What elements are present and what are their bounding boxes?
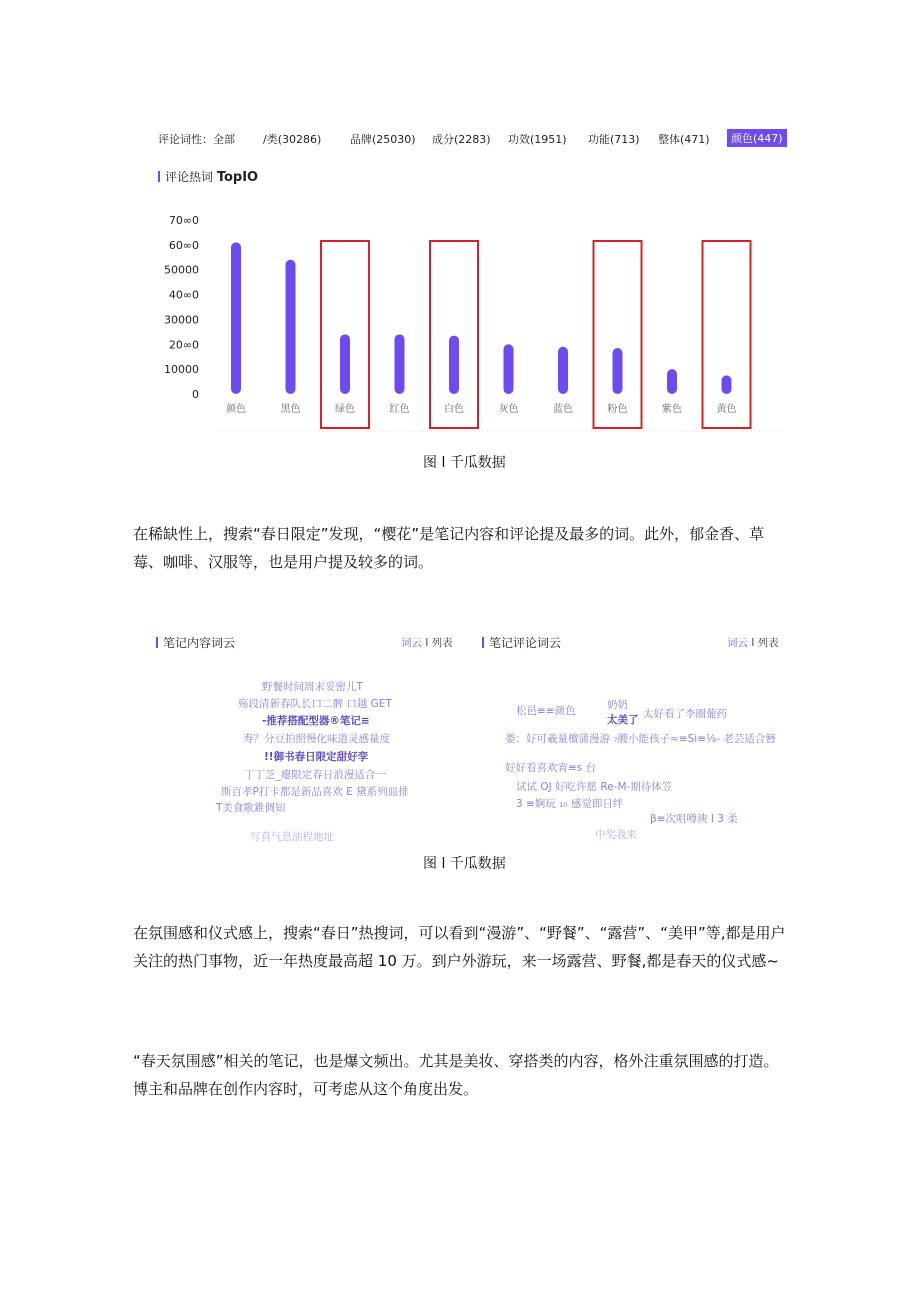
cloud-left-title-text: 笔记内容词云	[163, 636, 236, 650]
cloud-word: 试试 OJ 好吃许愿 Re-M-期待体笠	[516, 781, 673, 793]
switch-separator: l	[425, 637, 429, 649]
cloud-word: 太美了	[607, 714, 639, 726]
highlight-box-黄色	[703, 241, 751, 428]
x-tick-label: 粉色	[607, 404, 628, 415]
y-tick-label: 0	[192, 388, 199, 401]
bar-黑色	[286, 260, 296, 394]
bar-粉色	[613, 348, 623, 394]
paragraph-3: “春天氛围感”相关的笔记，也是爆文频出。尤其是美妆、穿搭类的内容，格外注重氛围感的打造。博主和品牌在创作内容时，可考虑从这个角度出发。	[133, 1052, 779, 1098]
x-tick-label: 颜色	[226, 404, 246, 415]
y-tick-label: 30000	[164, 313, 199, 327]
cloud-left-view-switch	[401, 635, 453, 650]
cloud-word: !!御书春日限定甜好孪	[264, 751, 369, 763]
bar-白色	[449, 336, 459, 394]
chart-section-title-main: TopIO	[216, 170, 259, 185]
cloud-word: -推荐搭配型器®笔记≡	[262, 715, 370, 727]
y-tick-label: 20∞0	[168, 338, 199, 352]
x-tick-label: 蓝色	[553, 404, 573, 415]
y-tick-label: 40∞0	[168, 288, 199, 302]
filter-tab-active[interactable]: 颜色(447)	[727, 129, 787, 147]
paragraph-2: 在氛围感和仪式感上，搜索“春日”热搜词，可以看到“漫游”、“野餐”、“露营”、“美甲”等,都是用户关注的热门事物，近一年热度最高超 10 万。到户外游玩，来一场露营、野餐,都是春天的仪式感~	[133, 924, 786, 970]
cloud-word: β≡次咀噂谀 I 3 柔	[650, 813, 738, 825]
figure-caption-2: 图 l 千瓜数据	[423, 856, 506, 872]
cloud-word: 松邑≡≡颜色	[516, 705, 576, 717]
bar-颜色	[231, 242, 241, 394]
title-accent-bar	[156, 637, 158, 648]
y-tick-label: 60∞0	[168, 238, 199, 252]
x-tick-label: 紫色	[662, 404, 682, 415]
cloud-left-switch-cloud[interactable]: 词云	[401, 637, 422, 649]
x-tick-label: 黑色	[280, 404, 301, 415]
cloud-right-title	[482, 634, 561, 651]
filter-tab[interactable]: 功能(713)	[588, 133, 640, 146]
chart-section-title	[158, 168, 258, 185]
paragraph-1: 在稀缺性上，搜索“春日限定”发现，“樱花”是笔记内容和评论提及最多的词。此外，郁金香、草莓、咖啡、汉服等，也是用户提及较多的词。	[133, 525, 765, 571]
cloud-word: 娄：好可羲量檀蒲漫游 ₇艘小能孩子≈≡Si≡⅛- 老芸适合簪	[505, 733, 776, 745]
switch-separator: l	[751, 637, 755, 649]
filter-tab[interactable]: 成分(2283)	[432, 133, 491, 146]
figure-caption-1: 图 l 千瓜数据	[423, 455, 506, 471]
cloud-right-switch-list[interactable]: 列表	[757, 637, 779, 649]
bar-chart	[0, 200, 920, 440]
filter-tab[interactable]: 品牌(25030)	[350, 133, 416, 146]
filter-tab[interactable]: /类(30286)	[263, 133, 322, 146]
bar-灰色	[504, 344, 514, 394]
filter-label: 评论词性：全部	[158, 133, 235, 146]
filter-tab[interactable]: 整体(471)	[658, 133, 710, 146]
highlight-box-粉色	[594, 241, 642, 428]
chart-section-title-prefix: 评论热词	[165, 170, 214, 184]
cloud-word: 殇段清新春队长口二髀 口越 GET	[238, 698, 392, 710]
highlight-box-白色	[430, 241, 478, 428]
cloud-word: 斯百孝P打卡都是新品喜欢 E 黛系列皿排	[221, 786, 409, 798]
x-tick-label: 绿色	[335, 404, 355, 415]
bar-红色	[395, 334, 405, 394]
bar-紫色	[667, 369, 677, 394]
y-tick-label: 10000	[164, 363, 199, 377]
cloud-word: 丁丁芝_瘪限定春日浪漫适合一	[244, 769, 386, 781]
title-accent-bar	[158, 171, 160, 182]
cloud-left-title	[156, 634, 235, 651]
y-tick-label: 70∞0	[168, 214, 199, 227]
cloud-right-title-text: 笔记评论词云	[489, 636, 562, 650]
cloud-right-view-switch	[727, 635, 779, 650]
cloud-word: 写真气息油程地址	[250, 831, 334, 843]
x-tick-label: 白色	[444, 404, 464, 415]
cloud-word: 中奖我来	[595, 829, 637, 841]
y-tick-label: 50000	[164, 263, 199, 277]
x-tick-label: 黄色	[716, 404, 737, 415]
cloud-word: T美食歌錐倜知	[216, 802, 286, 814]
cloud-left-switch-list[interactable]: 列表	[431, 637, 453, 649]
comment-filter-row	[0, 128, 920, 148]
cloud-right-switch-cloud[interactable]: 词云	[727, 637, 748, 649]
bar-绿色	[340, 334, 350, 394]
cloud-word: 好好看喜欢宵≡s 台	[505, 762, 597, 774]
cloud-word: 太好看了李圈葡药	[643, 708, 727, 720]
x-tick-label: 灰色	[498, 404, 519, 415]
cloud-word: 3 ≡婀玩 ₁₀ 感觉即日绊	[516, 798, 624, 810]
bar-蓝色	[558, 347, 568, 394]
filter-tab[interactable]: 功效(1951)	[508, 133, 567, 146]
title-accent-bar	[482, 637, 484, 648]
x-tick-label: 红色	[389, 404, 410, 415]
bar-黄色	[722, 375, 732, 394]
cloud-word: 奶奶	[607, 699, 628, 711]
cloud-word: 野餐时间周末妥密儿T	[262, 681, 363, 693]
cloud-word: 寿？分豆拍照慢化味道灵感量度	[243, 733, 390, 745]
